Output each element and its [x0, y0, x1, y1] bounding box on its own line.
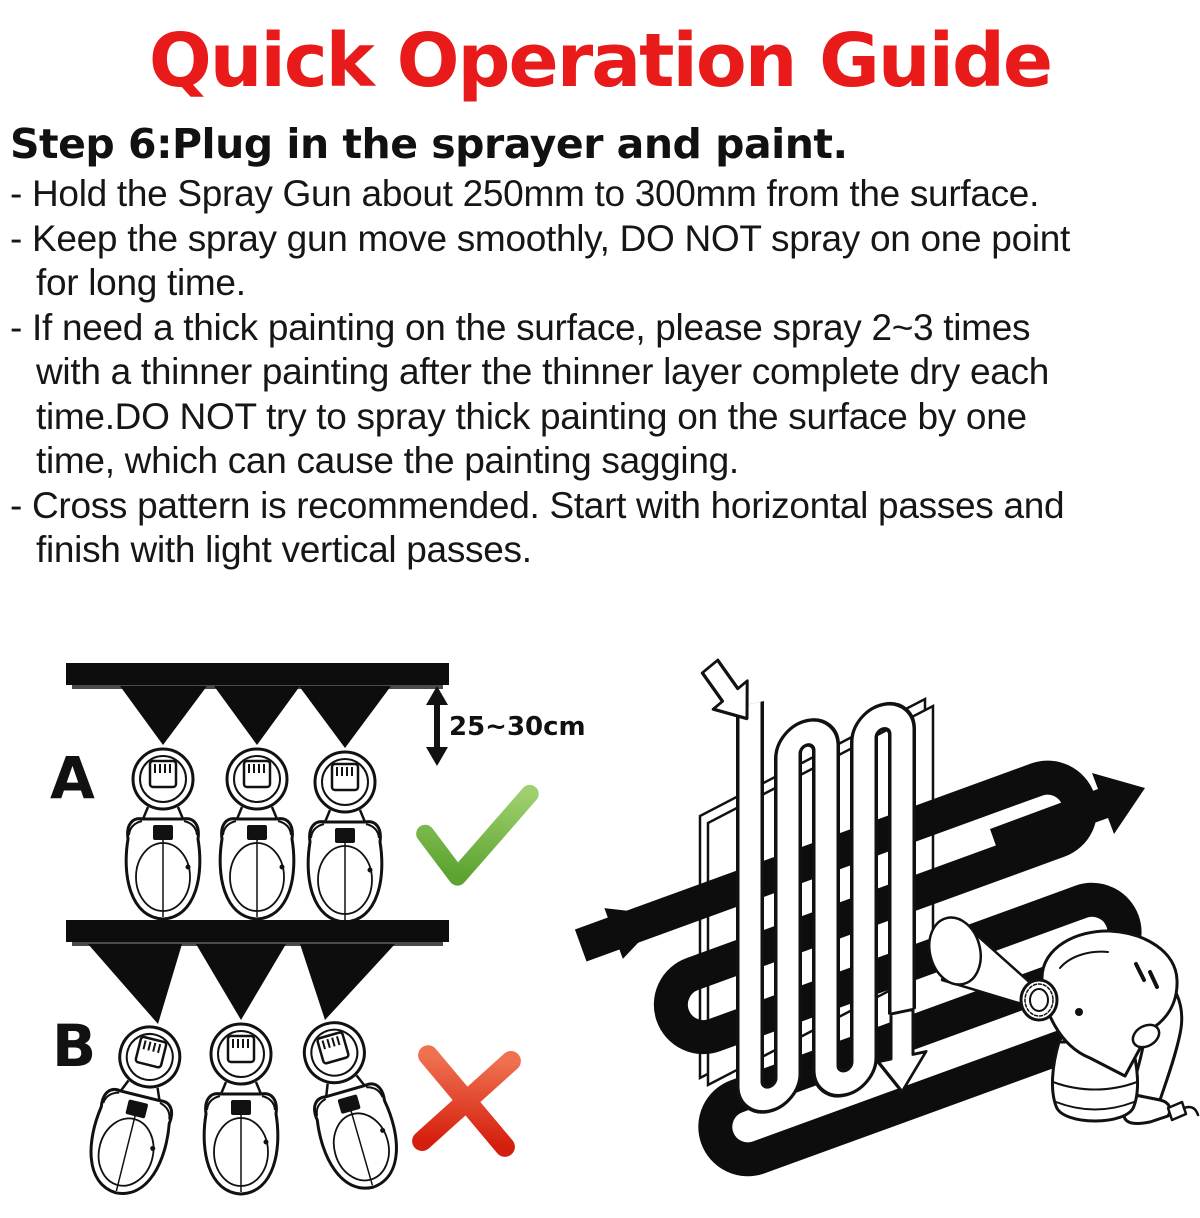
step-heading: Step 6:Plug in the sprayer and paint. [10, 120, 848, 168]
spray-surface-bar [66, 920, 449, 942]
diagram-correct [50, 663, 586, 922]
spray-gun [1021, 931, 1198, 1124]
spray-gun [126, 749, 200, 919]
distance-arrow [426, 686, 448, 766]
spray-gun-tilted [291, 1014, 409, 1198]
spray-cone [300, 944, 395, 1020]
diagram-incorrect [52, 920, 511, 1202]
page-title: Quick Operation Guide [148, 18, 1052, 104]
spray-gun-tilted [80, 1019, 193, 1202]
distance-label: 25~30cm [449, 712, 586, 742]
spray-gun [220, 749, 294, 919]
x-icon [422, 1055, 511, 1147]
spray-cone [214, 686, 300, 745]
check-icon [420, 780, 530, 885]
instruction-line: time.DO NOT try to spray thick painting on the surface by one [36, 395, 1027, 437]
instruction-line: for long time. [36, 262, 246, 303]
vertical-entry-arrow [702, 654, 747, 728]
gun-nozzle-tip [1168, 1102, 1186, 1120]
spray-cone [88, 944, 182, 1024]
spray-cone [196, 944, 286, 1020]
instruction-line: finish with light vertical passes. [36, 529, 532, 570]
diagram-b-label: B [52, 1012, 97, 1080]
gun-screw [1075, 1008, 1083, 1016]
spray-cone [120, 686, 207, 745]
spray-cone [299, 686, 391, 748]
spray-gun [204, 1024, 278, 1194]
diagram-a-label: A [50, 744, 95, 812]
instruction-line: with a thinner painting after the thinner layer complete dry each [36, 351, 1049, 392]
instruction-line: - Cross pattern is recommended. Start with horizontal passes and [10, 484, 1065, 526]
spray-gun [308, 752, 382, 922]
spray-surface-bar [66, 663, 449, 685]
instruction-line: - Hold the Spray Gun about 250mm to 300mm from the surface. [10, 173, 1040, 214]
nozzle-ring-inner [1030, 989, 1048, 1011]
diagram-cross-pattern [571, 616, 1198, 1190]
diagrams-canvas [0, 18, 1200, 1218]
instruction-line: - Keep the spray gun move smoothly, DO NOT spray on one point [10, 217, 1071, 259]
instruction-line: - If need a thick painting on the surface, please spray 2~3 times [10, 306, 1031, 348]
instruction-line: time, which can cause the painting sagging. [36, 440, 739, 481]
